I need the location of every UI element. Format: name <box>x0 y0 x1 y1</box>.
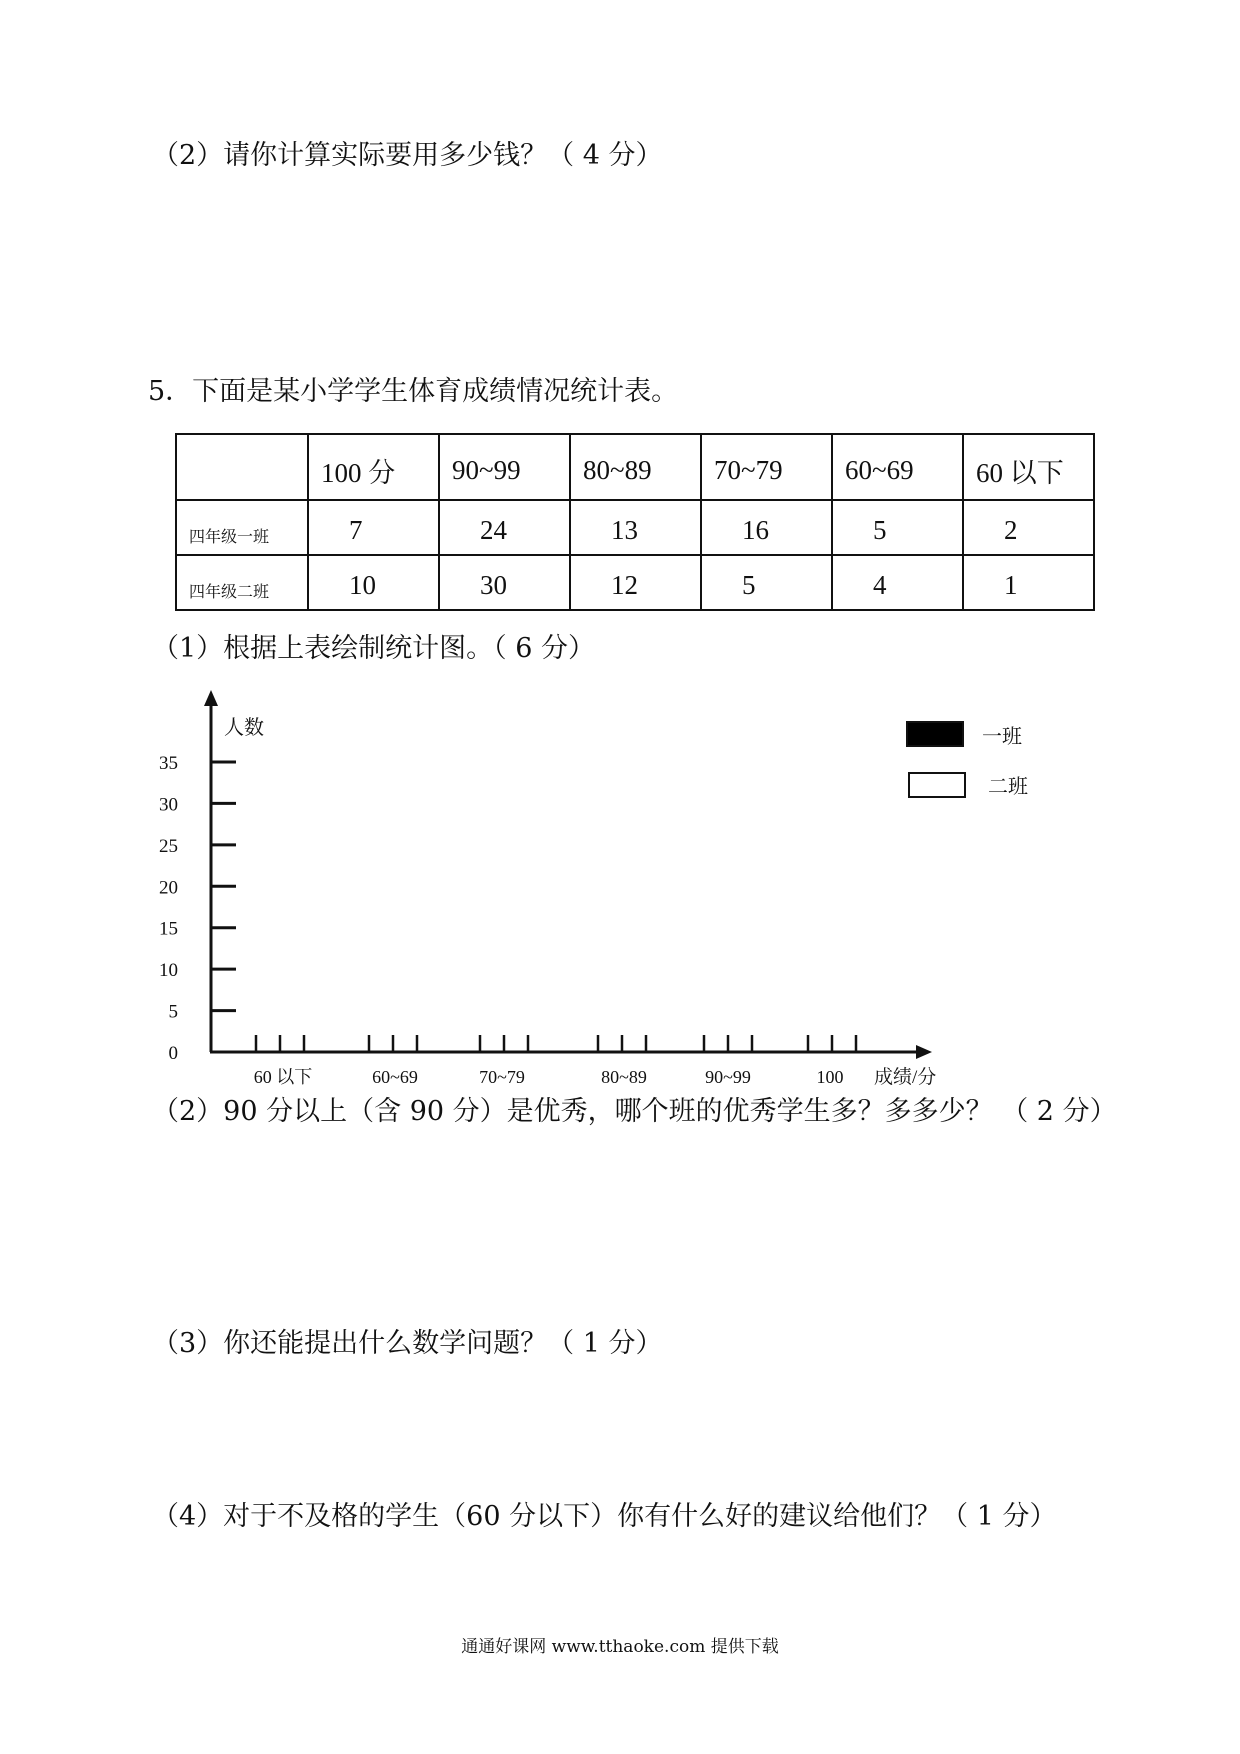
x-tick-label: 80~89 <box>601 1067 647 1087</box>
x-tick-label: 100 <box>816 1067 844 1087</box>
y-tick-label: 5 <box>168 1001 178 1023</box>
x-axis-arrow <box>916 1045 932 1059</box>
table-row <box>176 555 1094 610</box>
legend-swatch-class-2 <box>909 773 965 797</box>
table-cell: 2 <box>963 500 1094 555</box>
table-cell: 1 <box>963 555 1094 610</box>
bar-chart-blank <box>150 690 1050 1090</box>
footer-source: 通通好课网 www.tthaoke.com 提供下载 <box>461 1637 779 1657</box>
question-5-part-4: （4）对于不及格的学生（60 分以下）你有什么好的建议给他们？（ 1 分） <box>152 1501 1057 1532</box>
x-tick-labels <box>254 1067 844 1087</box>
legend-label-class-2: 二班 <box>988 776 1028 798</box>
table-cell: 16 <box>701 500 832 555</box>
x-tick-label: 60~69 <box>372 1067 418 1087</box>
x-tick-label: 90~99 <box>705 1067 751 1087</box>
y-ticks <box>159 753 236 1064</box>
table-header: 60 以下 <box>963 434 1094 500</box>
question-2-previous: （2）请你计算实际要用多少钱？（ 4 分） <box>152 140 663 171</box>
x-ticks <box>256 1035 856 1052</box>
y-tick-label: 10 <box>159 960 178 982</box>
table-header: 90~99 <box>439 434 570 500</box>
question-5-part-3: （3）你还能提出什么数学问题？（ 1 分） <box>152 1328 663 1359</box>
table-corner-cell <box>176 434 308 500</box>
y-tick-label: 25 <box>159 835 178 857</box>
legend-swatch-class-1 <box>907 722 963 746</box>
table-cell: 5 <box>701 555 832 610</box>
table-header: 60~69 <box>832 434 963 500</box>
table-header-row <box>176 434 1094 500</box>
x-tick-label: 60 以下 <box>253 1067 313 1087</box>
y-tick-label: 15 <box>159 918 178 940</box>
table-header: 70~79 <box>701 434 832 500</box>
question-5-part-1: （1）根据上表绘制统计图。（ 6 分） <box>152 633 596 664</box>
question-5-part-2: （2）90 分以上（含 90 分）是优秀，哪个班的优秀学生多？多多少？ （ 2 分） <box>152 1096 1117 1127</box>
y-axis-arrow <box>204 690 218 706</box>
table-header: 80~89 <box>570 434 701 500</box>
legend-label-class-1: 一班 <box>982 726 1022 748</box>
x-axis-label: 成绩/分 <box>874 1067 937 1088</box>
y-tick-label: 0 <box>168 1043 178 1064</box>
row-label: 四年级二班 <box>176 555 308 610</box>
table-cell: 13 <box>570 500 701 555</box>
legend <box>907 722 1028 798</box>
y-axis-label: 人数 <box>224 717 264 739</box>
table-row <box>176 500 1094 555</box>
table-cell: 24 <box>439 500 570 555</box>
x-tick-label: 70~79 <box>479 1067 525 1087</box>
table-cell: 7 <box>308 500 439 555</box>
table-cell: 30 <box>439 555 570 610</box>
question-5-title: 5．下面是某小学学生体育成绩情况统计表。 <box>148 376 679 407</box>
table-cell: 4 <box>832 555 963 610</box>
y-tick-label: 20 <box>159 877 178 899</box>
y-tick-label: 30 <box>159 794 178 816</box>
score-table <box>175 433 1095 611</box>
row-label: 四年级一班 <box>176 500 308 555</box>
table-header: 100 分 <box>308 434 439 500</box>
table-cell: 10 <box>308 555 439 610</box>
table-cell: 5 <box>832 500 963 555</box>
y-tick-label: 35 <box>159 753 178 774</box>
table-cell: 12 <box>570 555 701 610</box>
